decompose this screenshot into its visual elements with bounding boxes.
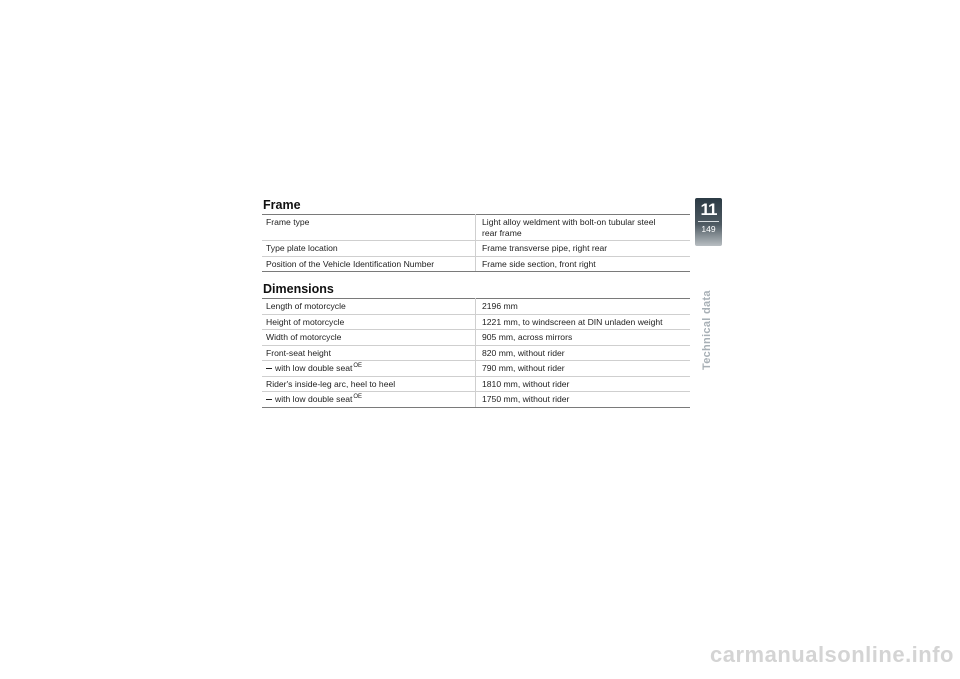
- table-row: [262, 392, 690, 408]
- spec-value: Frame side section, front right: [476, 256, 691, 272]
- dimensions-section-title: Dimensions: [263, 282, 334, 296]
- dash-icon: [266, 368, 272, 369]
- table-row: [262, 330, 690, 346]
- table-row: [262, 241, 690, 257]
- chapter-number: 11: [700, 200, 717, 219]
- spec-label: Frame type: [262, 215, 476, 241]
- spec-value: 1221 mm, to windscreen at DIN unladen weight: [476, 314, 691, 330]
- spec-label: Width of motorcycle: [262, 330, 476, 346]
- chapter-divider: [698, 221, 719, 222]
- spec-label: Front-seat height: [262, 345, 476, 361]
- dimensions-spec-table: [262, 298, 690, 408]
- table-row: [262, 314, 690, 330]
- table-row: [262, 376, 690, 392]
- spec-value: 1810 mm, without rider: [476, 376, 691, 392]
- frame-section-title: Frame: [263, 198, 301, 212]
- spec-value: Light alloy weldment with bolt-on tubular steel rear frame: [476, 215, 691, 241]
- spec-label: Height of motorcycle: [262, 314, 476, 330]
- table-row: [262, 345, 690, 361]
- spec-value: 2196 mm: [476, 299, 691, 315]
- spec-value: 820 mm, without rider: [476, 345, 691, 361]
- table-row: [262, 256, 690, 272]
- table-row: [262, 361, 690, 377]
- dash-icon: [266, 399, 272, 400]
- spec-label: Rider's inside-leg arc, heel to heel: [262, 376, 476, 392]
- watermark: carmanualsonline.info: [710, 642, 954, 667]
- spec-label-sub: [262, 392, 476, 408]
- page-number: 149: [701, 224, 716, 234]
- table-row: [262, 299, 690, 315]
- spec-value: 790 mm, without rider: [476, 361, 691, 377]
- spec-label: Length of motorcycle: [262, 299, 476, 315]
- oe-superscript: OE: [353, 363, 363, 369]
- spec-label-sub: [262, 361, 476, 377]
- spec-label-text: with low double seat: [275, 363, 353, 373]
- spec-label: Position of the Vehicle Identification Number: [262, 256, 476, 272]
- spec-value: 905 mm, across mirrors: [476, 330, 691, 346]
- spec-label-text: with low double seat: [275, 394, 353, 404]
- spec-value: Frame transverse pipe, right rear: [476, 241, 691, 257]
- chapter-tab: [695, 198, 722, 246]
- chapter-side-title: Technical data: [701, 290, 713, 370]
- frame-spec-table: [262, 214, 690, 272]
- spec-value: 1750 mm, without rider: [476, 392, 691, 408]
- table-row: [262, 215, 690, 241]
- spec-label: Type plate location: [262, 241, 476, 257]
- oe-superscript: OE: [353, 394, 363, 400]
